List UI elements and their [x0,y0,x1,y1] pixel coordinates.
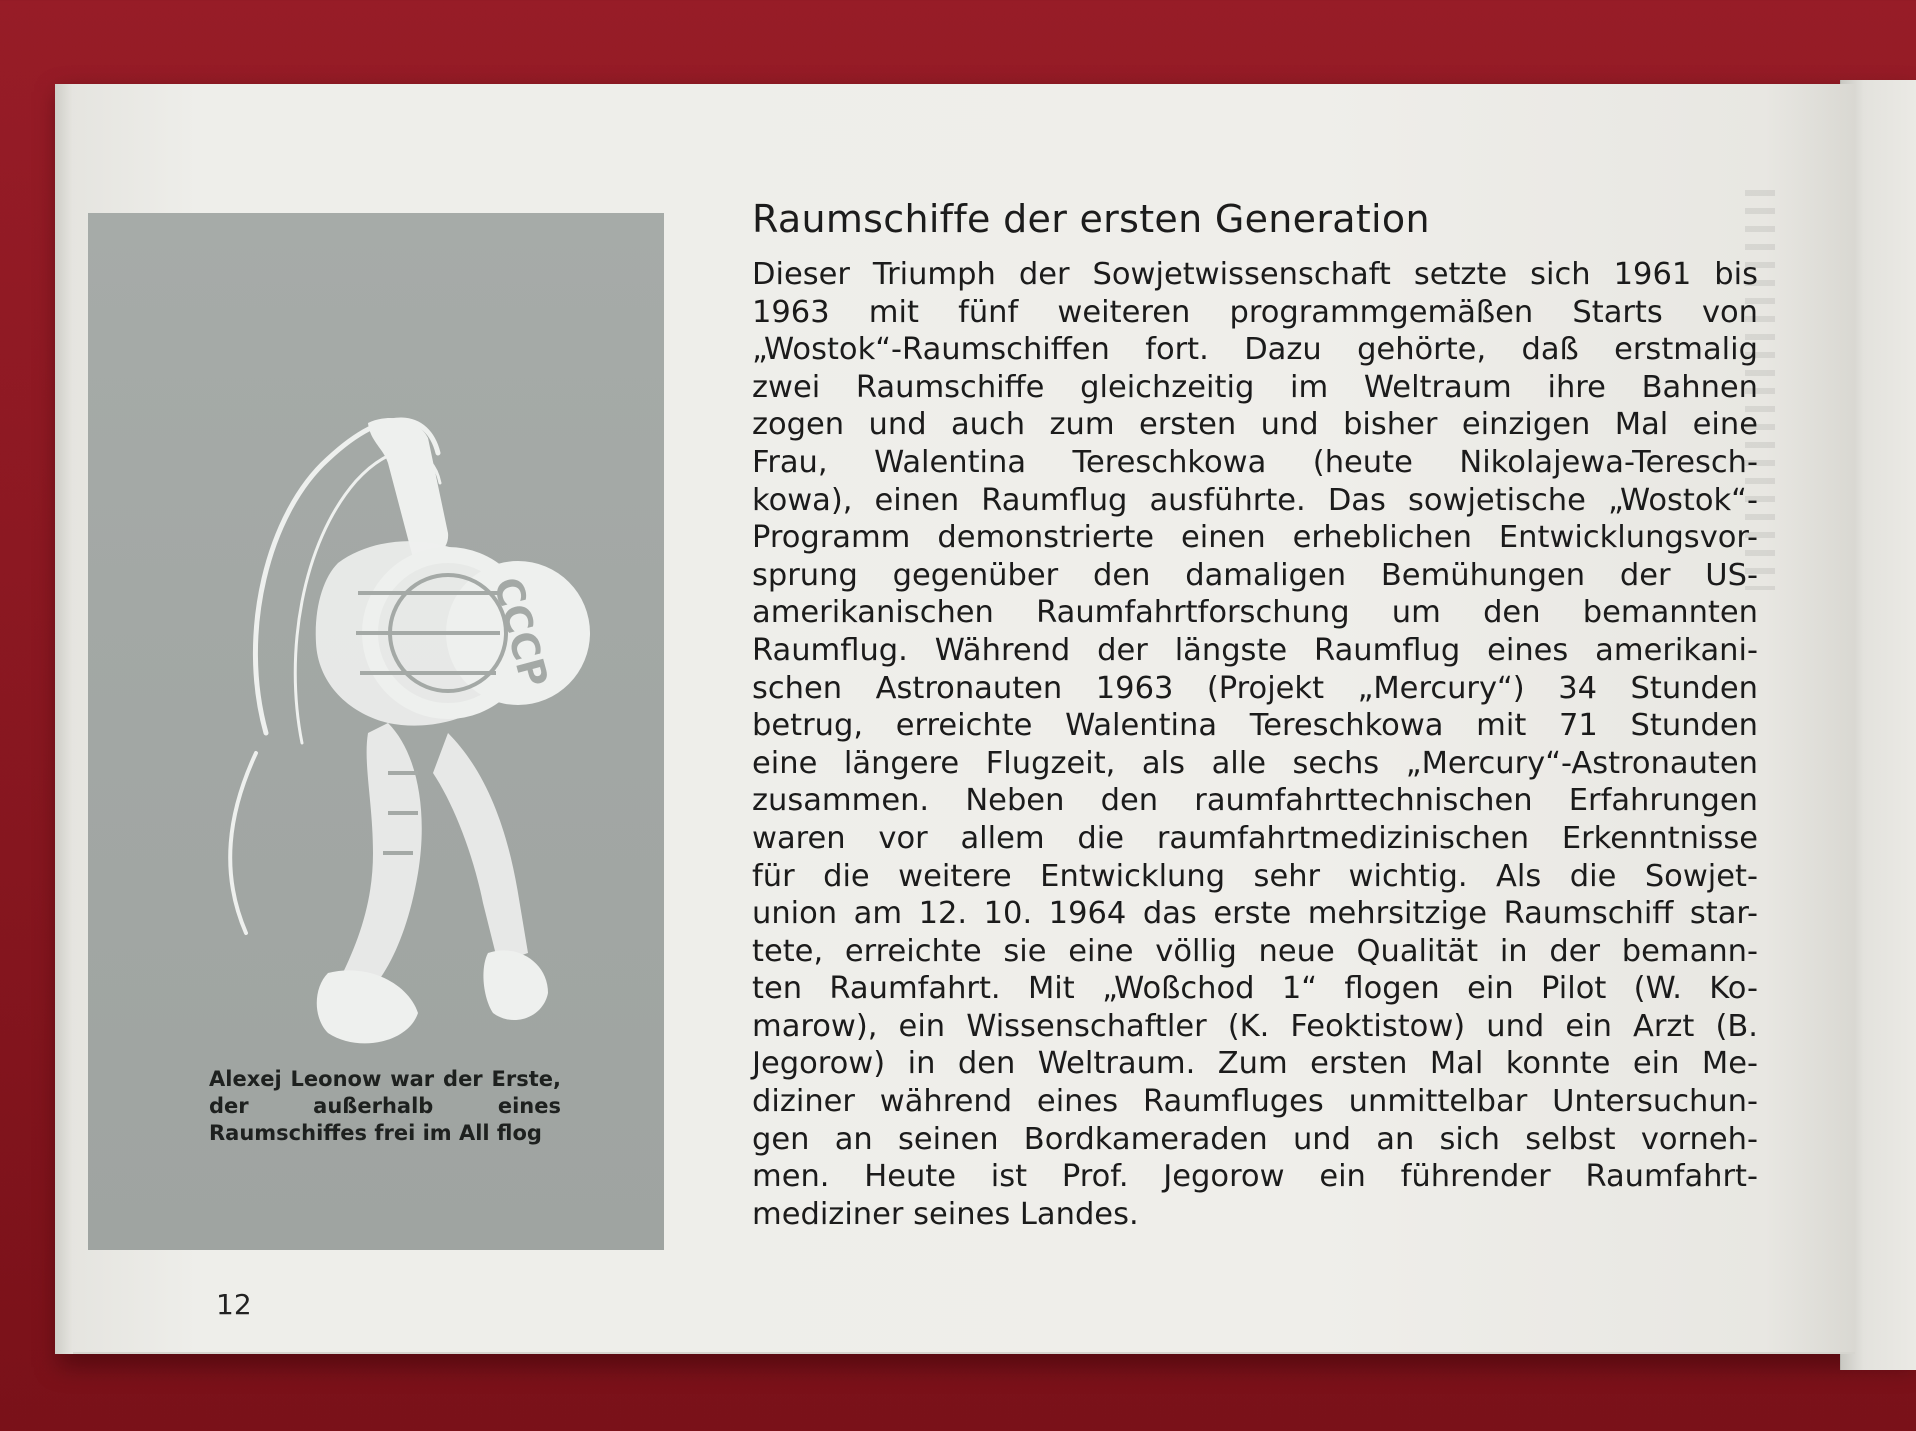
article-heading: Raumschiffe der ersten Generation [752,197,1430,241]
body-line: tete, erreichte sie eine völlig neue Qualität in der bemann- [752,933,1758,969]
body-line: „Wostok“-Raumschiffen fort. Dazu gehörte, daß erstmalig [752,332,1758,368]
helmet-lettering: СССР [485,572,557,692]
body-line: eine längere Flugzeit, als alle sechs „Mercury“-Astronauten [752,745,1758,781]
body-line: betrug, erreichte Walentina Tereschkowa mit 71 Stunden [752,708,1758,744]
body-line: zusammen. Neben den raumfahrttechnischen Erfahrungen [752,783,1758,819]
photo-caption: Alexej Leonow war der Erste, der außerhalb eines Raumschiffes frei im All flog [209,1067,561,1145]
body-line: kowa), einen Raumflug ausführte. Das sowjetische „Wostok“- [752,482,1758,518]
body-line: Dieser Triumph der Sowjetwissenschaft setzte sich 1961 bis [752,257,1758,292]
body-line: zogen und auch zum ersten und bisher einzigen Mal eine [752,407,1758,443]
page-edge [55,84,73,1354]
cosmonaut-figure [316,418,590,1043]
body-line: gen an seinen Bordkameraden und an sich selbst vorneh- [752,1121,1758,1157]
body-line: waren vor allem die raumfahrtmedizinischen Erkenntnisse [752,820,1758,856]
body-line: Programm demonstrierte einen erheblichen Entwicklungsvor- [752,520,1758,556]
body-line: schen Astronauten 1963 (Projekt „Mercury“) 34 Stunden [752,670,1758,706]
body-line: marow), ein Wissenschaftler (K. Feoktistow) und ein Arzt (B. [752,1008,1758,1044]
body-line: mediziner seines Landes. [752,1196,1139,1232]
body-line: Frau, Walentina Tereschkowa (heute Nikolajewa-Teresch- [752,444,1758,480]
body-line: Jegorow) in den Weltraum. Zum ersten Mal konnte ein Me- [752,1046,1758,1082]
body-line: ten Raumfahrt. Mit „Woßchod 1“ flogen ein Pilot (W. Ko- [752,971,1758,1007]
body-line: diziner während eines Raumfluges unmittelbar Untersuchun- [752,1084,1758,1120]
article-body [752,256,1758,1233]
body-line: für die weitere Entwicklung sehr wichtig. Als die Sowjet- [752,858,1758,894]
body-line: union am 12. 10. 1964 das erste mehrsitzige Raumschiff star- [752,896,1758,932]
page-number: 12 [216,1288,252,1321]
body-line: Raumflug. Während der längste Raumflug eines amerikani- [752,632,1758,668]
body-line: zwei Raumschiffe gleichzeitig im Weltraum ihre Bahnen [752,369,1758,405]
body-line: amerikanischen Raumfahrtforschung um den bemannten [752,595,1758,631]
body-line: sprung gegenüber den damaligen Bemühungen der US- [752,557,1758,593]
cosmonaut-photo [88,213,664,1250]
body-line: men. Heute ist Prof. Jegorow ein führender Raumfahrt- [752,1159,1758,1195]
body-line: 1963 mit fünf weiteren programmgemäßen Starts von [752,294,1758,330]
